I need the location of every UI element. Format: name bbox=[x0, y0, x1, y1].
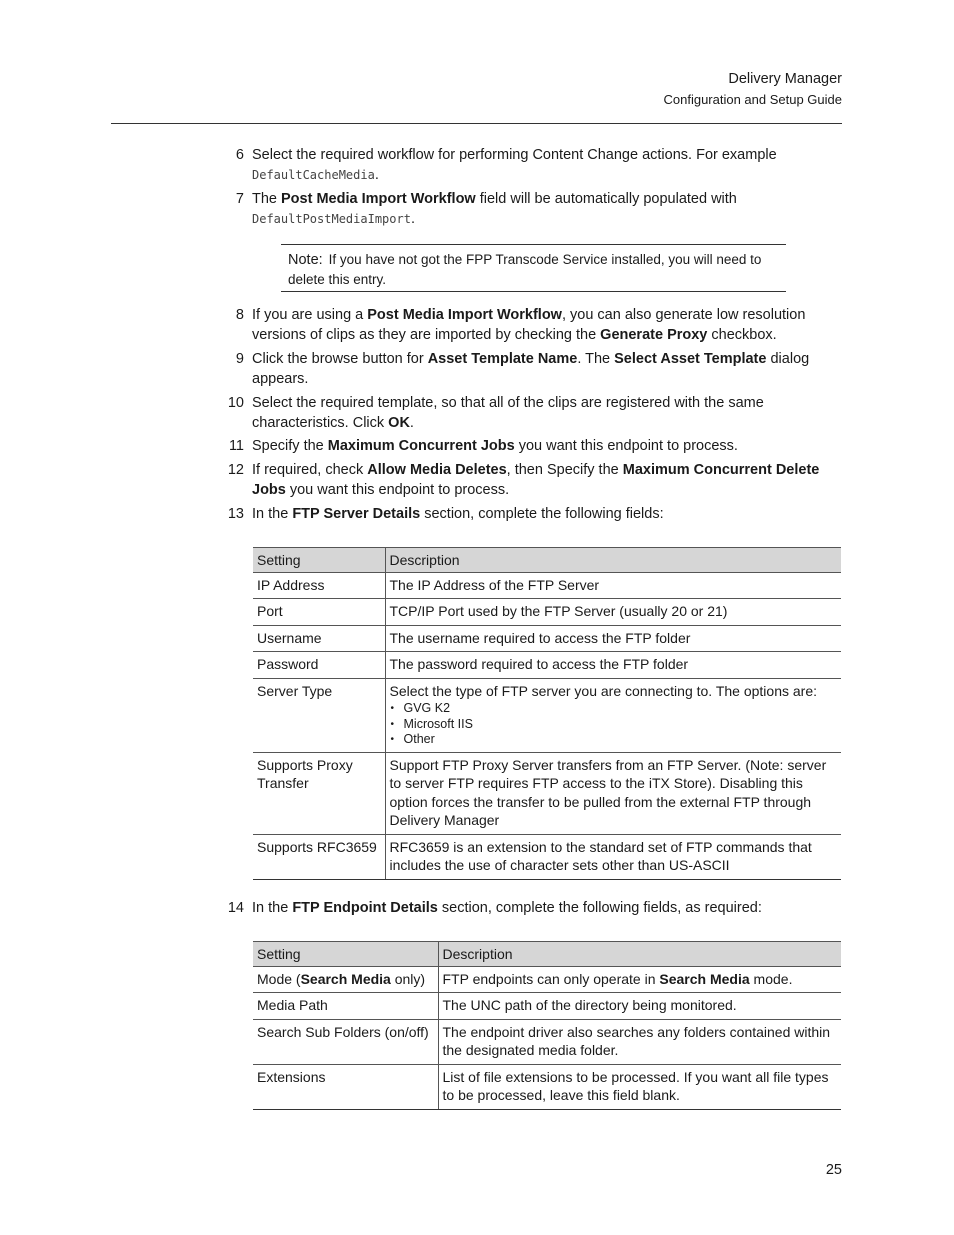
code-value: DefaultPostMediaImport bbox=[252, 211, 411, 226]
step-number: 7 bbox=[235, 191, 244, 207]
setting-cell: Username bbox=[253, 625, 385, 652]
step-text bbox=[252, 899, 842, 919]
field-name: Post Media Import Workflow bbox=[281, 191, 476, 207]
description-cell: The UNC path of the directory being monitored. bbox=[438, 993, 841, 1020]
table-row bbox=[253, 834, 841, 879]
description-text: Select the type of FTP server you are connecting to. The options are: bbox=[389, 682, 817, 699]
description-cell: The password required to access the FTP folder bbox=[385, 652, 841, 679]
step-text-part: , you can also generate low resolution versions of clips as they are imported by checking the bbox=[252, 307, 806, 343]
column-header-setting: Setting bbox=[253, 942, 438, 967]
step-text-part: The bbox=[252, 191, 282, 207]
description-cell: The username required to access the FTP folder bbox=[385, 625, 841, 652]
step-number: 6 bbox=[235, 147, 244, 163]
description-cell: Support FTP Proxy Server transfers from an FTP Server. (Note: server to server FTP requires FTP access to the iTX Store). Disabling this option forces the transfer to be pulled from the external FTP through Delivery Manager bbox=[385, 752, 841, 834]
field-name: Asset Template Name bbox=[427, 351, 578, 367]
setting-cell: Extensions bbox=[253, 1064, 438, 1109]
step-text-part: Specify the bbox=[252, 438, 328, 454]
step-text-part: Select the required workflow for performing Content Change actions. For example bbox=[252, 147, 777, 163]
step-text-part: . The bbox=[577, 351, 615, 367]
setting-cell: Server Type bbox=[253, 678, 385, 752]
step-text bbox=[252, 394, 842, 433]
step-text bbox=[252, 146, 842, 185]
description-cell: The endpoint driver also searches any folders contained within the designated media folder. bbox=[438, 1019, 841, 1064]
field-name: Maximum Concurrent Jobs bbox=[327, 438, 515, 454]
step-text bbox=[252, 437, 842, 457]
document-title: Delivery Manager bbox=[728, 71, 842, 87]
setting-cell: Search Sub Folders (on/off) bbox=[253, 1019, 438, 1064]
mode-name: Search Media bbox=[300, 970, 391, 987]
setting-cell: Password bbox=[253, 652, 385, 679]
step-text-part: , then Specify the bbox=[506, 462, 623, 478]
note-box bbox=[281, 244, 786, 292]
step-number: 14 bbox=[227, 900, 244, 916]
step-text-part: you want this endpoint to process. bbox=[514, 438, 738, 454]
step-text-part: section, complete the following fields: bbox=[420, 506, 664, 522]
step-text bbox=[252, 350, 842, 389]
field-name: Allow Media Deletes bbox=[367, 462, 507, 478]
step-text bbox=[252, 306, 842, 345]
description-cell: TCP/IP Port used by the FTP Server (usually 20 or 21) bbox=[385, 599, 841, 626]
header-divider bbox=[111, 123, 842, 124]
step-text-part: section, complete the following fields, as required: bbox=[437, 900, 762, 916]
cell-text-part: only) bbox=[390, 970, 426, 987]
step-text-part: . bbox=[410, 210, 415, 227]
table-row bbox=[253, 1064, 841, 1109]
setting-cell: Media Path bbox=[253, 993, 438, 1020]
column-header-setting: Setting bbox=[253, 548, 385, 573]
step-text-part: dialog appears. bbox=[252, 351, 810, 387]
step-text-part: If you are using a bbox=[252, 307, 368, 323]
description-cell bbox=[438, 966, 841, 993]
setting-cell: Port bbox=[253, 599, 385, 626]
step-text-part: In the bbox=[252, 506, 293, 522]
table-row bbox=[253, 1019, 841, 1064]
code-value: DefaultCacheMedia bbox=[252, 167, 375, 182]
list-item: • Microsoft IIS bbox=[390, 717, 838, 733]
section-name: FTP Server Details bbox=[292, 506, 421, 522]
step-text bbox=[252, 190, 842, 229]
field-name: Post Media Import Workflow bbox=[367, 307, 562, 323]
mode-name: Search Media bbox=[659, 970, 750, 987]
note-text: If you have not got the FPP Transcode Service installed, you will need to delete this entry. bbox=[288, 252, 762, 287]
table-header-row bbox=[253, 548, 841, 573]
field-name: Generate Proxy bbox=[600, 326, 708, 343]
table-row bbox=[253, 625, 841, 652]
step-text-part: In the bbox=[252, 900, 293, 916]
page-number: 25 bbox=[825, 1162, 842, 1178]
step-text-part: field will be automatically populated with bbox=[475, 191, 737, 207]
table-row bbox=[253, 752, 841, 834]
description-cell: List of file extensions to be processed. If you want all file types to be processed, leave this field blank. bbox=[438, 1064, 841, 1109]
setting-cell: Supports RFC3659 bbox=[253, 834, 385, 879]
step-text-part: you want this endpoint to process. bbox=[285, 481, 510, 498]
step-number: 8 bbox=[235, 307, 244, 323]
step-text-part: checkbox. bbox=[707, 326, 777, 343]
document-subtitle: Configuration and Setup Guide bbox=[663, 92, 842, 107]
ftp-endpoint-details-table bbox=[253, 941, 841, 1110]
field-name: Select Asset Template bbox=[614, 351, 767, 367]
step-text-part: If required, check bbox=[252, 462, 368, 478]
column-header-description: Description bbox=[438, 942, 841, 967]
table-row bbox=[253, 678, 841, 752]
step-text-part: . bbox=[374, 166, 379, 183]
step-text-part: Click the browse button for bbox=[252, 351, 428, 367]
list-item: • Other bbox=[390, 732, 838, 748]
table-row bbox=[253, 993, 841, 1020]
setting-cell: IP Address bbox=[253, 572, 385, 599]
list-item: • GVG K2 bbox=[390, 701, 838, 717]
step-text bbox=[252, 461, 842, 500]
step-number: 10 bbox=[227, 395, 244, 411]
cell-text-part: Mode ( bbox=[257, 970, 301, 987]
description-cell: The IP Address of the FTP Server bbox=[385, 572, 841, 599]
table-header-row bbox=[253, 942, 841, 967]
step-number: 13 bbox=[227, 506, 244, 522]
note-label: Note: bbox=[288, 252, 323, 268]
table-row bbox=[253, 599, 841, 626]
setting-cell bbox=[253, 966, 438, 993]
description-cell bbox=[385, 678, 841, 752]
step-text-part: Select the required template, so that all of the clips are registered with the same characteristics. Click bbox=[252, 395, 764, 431]
step-number: 9 bbox=[235, 351, 244, 367]
setting-cell: Supports Proxy Transfer bbox=[253, 752, 385, 834]
cell-text-part: FTP endpoints can only operate in bbox=[442, 970, 660, 987]
table-row bbox=[253, 572, 841, 599]
server-type-options bbox=[390, 701, 838, 748]
ftp-server-details-table bbox=[253, 547, 841, 880]
column-header-description: Description bbox=[385, 548, 841, 573]
field-name: OK bbox=[388, 414, 410, 431]
step-number: 11 bbox=[228, 438, 244, 454]
table-row bbox=[253, 652, 841, 679]
field-name: Maximum Concurrent Delete Jobs bbox=[252, 462, 820, 498]
step-text bbox=[252, 505, 842, 525]
cell-text-part: mode. bbox=[749, 970, 793, 987]
description-cell: RFC3659 is an extension to the standard set of FTP commands that includes the use of character sets other than US-ASCII bbox=[385, 834, 841, 879]
table-row bbox=[253, 966, 841, 993]
note-content bbox=[288, 250, 783, 289]
section-name: FTP Endpoint Details bbox=[292, 900, 438, 916]
step-text-part: . bbox=[409, 414, 414, 431]
step-number: 12 bbox=[227, 462, 244, 478]
